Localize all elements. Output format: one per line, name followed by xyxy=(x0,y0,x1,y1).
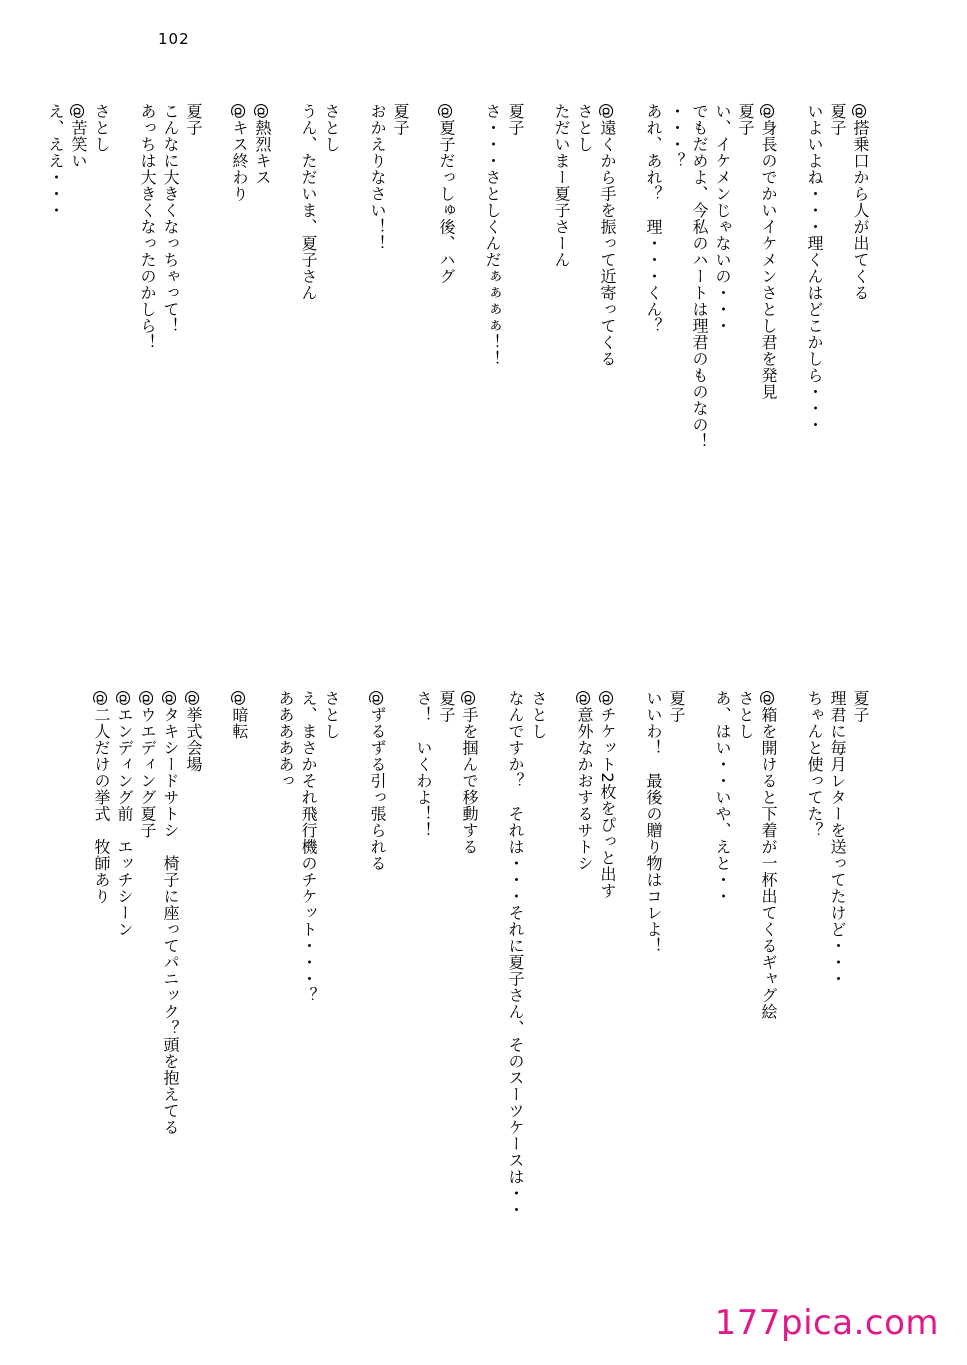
script-line: @身長のでかいイケメンさとし君を発見 xyxy=(759,103,778,400)
script-line: 夏子 xyxy=(828,103,847,136)
script-block-top xyxy=(44,103,872,603)
script-line: 夏子 xyxy=(667,690,686,723)
script-line: なんですか？ それは・・・それに夏子さん、そのスーツケースは・・ xyxy=(506,690,525,1218)
script-line: い、イケメンじゃないの・・・ xyxy=(713,103,732,334)
script-line: @タキシードサトシ 椅子に座ってパニック？頭を抱えてる xyxy=(161,690,180,1136)
script-line: @箱を開けると下着が一杯出てくるギャグ絵 xyxy=(759,690,778,1020)
script-line: @夏子だっしゅ後、ハグ xyxy=(437,103,456,285)
script-line: 夏子 xyxy=(851,690,870,723)
script-line: あ、はい・・いや、えと・・ xyxy=(713,690,732,905)
watermark-text: 177pica.com xyxy=(714,1303,939,1343)
script-line: あっちは大きくなったのかしら！ xyxy=(138,103,157,351)
script-line: @チケット2枚をぴっと出す xyxy=(598,690,617,899)
script-line: @意外なかおするサトシ xyxy=(575,690,594,872)
script-line: さ！ いくわよ！！ xyxy=(414,690,433,839)
script-line: 夏子 xyxy=(506,103,525,136)
script-line: @二人だけの挙式 牧師あり xyxy=(92,690,111,905)
script-line: さとし xyxy=(736,690,755,740)
script-line: さとし xyxy=(575,103,594,153)
script-line: でもだめよ、今私のハートは理君のものなの！ xyxy=(690,103,709,450)
script-line: ちゃんと使ってた？ xyxy=(805,690,824,839)
script-line: @暗転 xyxy=(230,690,249,740)
script-line: いよいよね・・・理くんはどこかしら・・・ xyxy=(805,103,824,433)
script-line: こんなに大きくなっちゃって！ xyxy=(161,103,180,334)
script-line: ただいまー夏子さーん xyxy=(552,103,571,268)
script-block-bottom xyxy=(90,690,872,1290)
script-line: @遠くから手を振って近寄ってくる xyxy=(598,103,617,367)
script-line: @搭乗口から人が出てくる xyxy=(851,103,870,301)
script-line: うん、ただいま、夏子さん xyxy=(299,103,318,301)
script-line: @エンディング前 エッチシーン xyxy=(115,690,134,938)
script-line: さとし xyxy=(322,690,341,740)
script-line: @挙式会場 xyxy=(184,690,203,773)
script-line: え、まさかそれ飛行機のチケット・・・？ xyxy=(299,690,318,1004)
script-line: @苦笑い xyxy=(69,103,88,169)
script-line: @ウエディング夏子 xyxy=(138,690,157,839)
script-line: あれ、あれ？ 理・・・くん？ xyxy=(644,103,663,334)
script-line: @熱烈キス xyxy=(253,103,272,186)
script-line: 夏子 xyxy=(184,103,203,136)
script-line: 夏子 xyxy=(736,103,755,136)
script-line: 夏子 xyxy=(437,690,456,723)
script-line: え、ええ・・・ xyxy=(46,103,65,219)
script-line: おかえりなさい！！ xyxy=(368,103,387,252)
script-line: あああああっ xyxy=(276,690,295,789)
script-line: @ずるずる引っ張られる xyxy=(368,690,387,872)
script-line: 理君に毎月レターを送ってたけど・・・ xyxy=(828,690,847,987)
script-line: さとし xyxy=(92,103,111,153)
script-line: さ・・・さとしくんだぁぁぁぁ！！ xyxy=(483,103,502,367)
script-line: @キス終わり xyxy=(230,103,249,202)
script-line: ・・・？ xyxy=(667,103,686,169)
script-line: さとし xyxy=(529,690,548,740)
page-number: 102 xyxy=(158,30,190,48)
script-line: @手を掴んで移動する xyxy=(460,690,479,855)
script-line: いいわ！ 最後の贈り物はコレよ！ xyxy=(644,690,663,954)
script-line: さとし xyxy=(322,103,341,153)
script-line: 夏子 xyxy=(391,103,410,136)
